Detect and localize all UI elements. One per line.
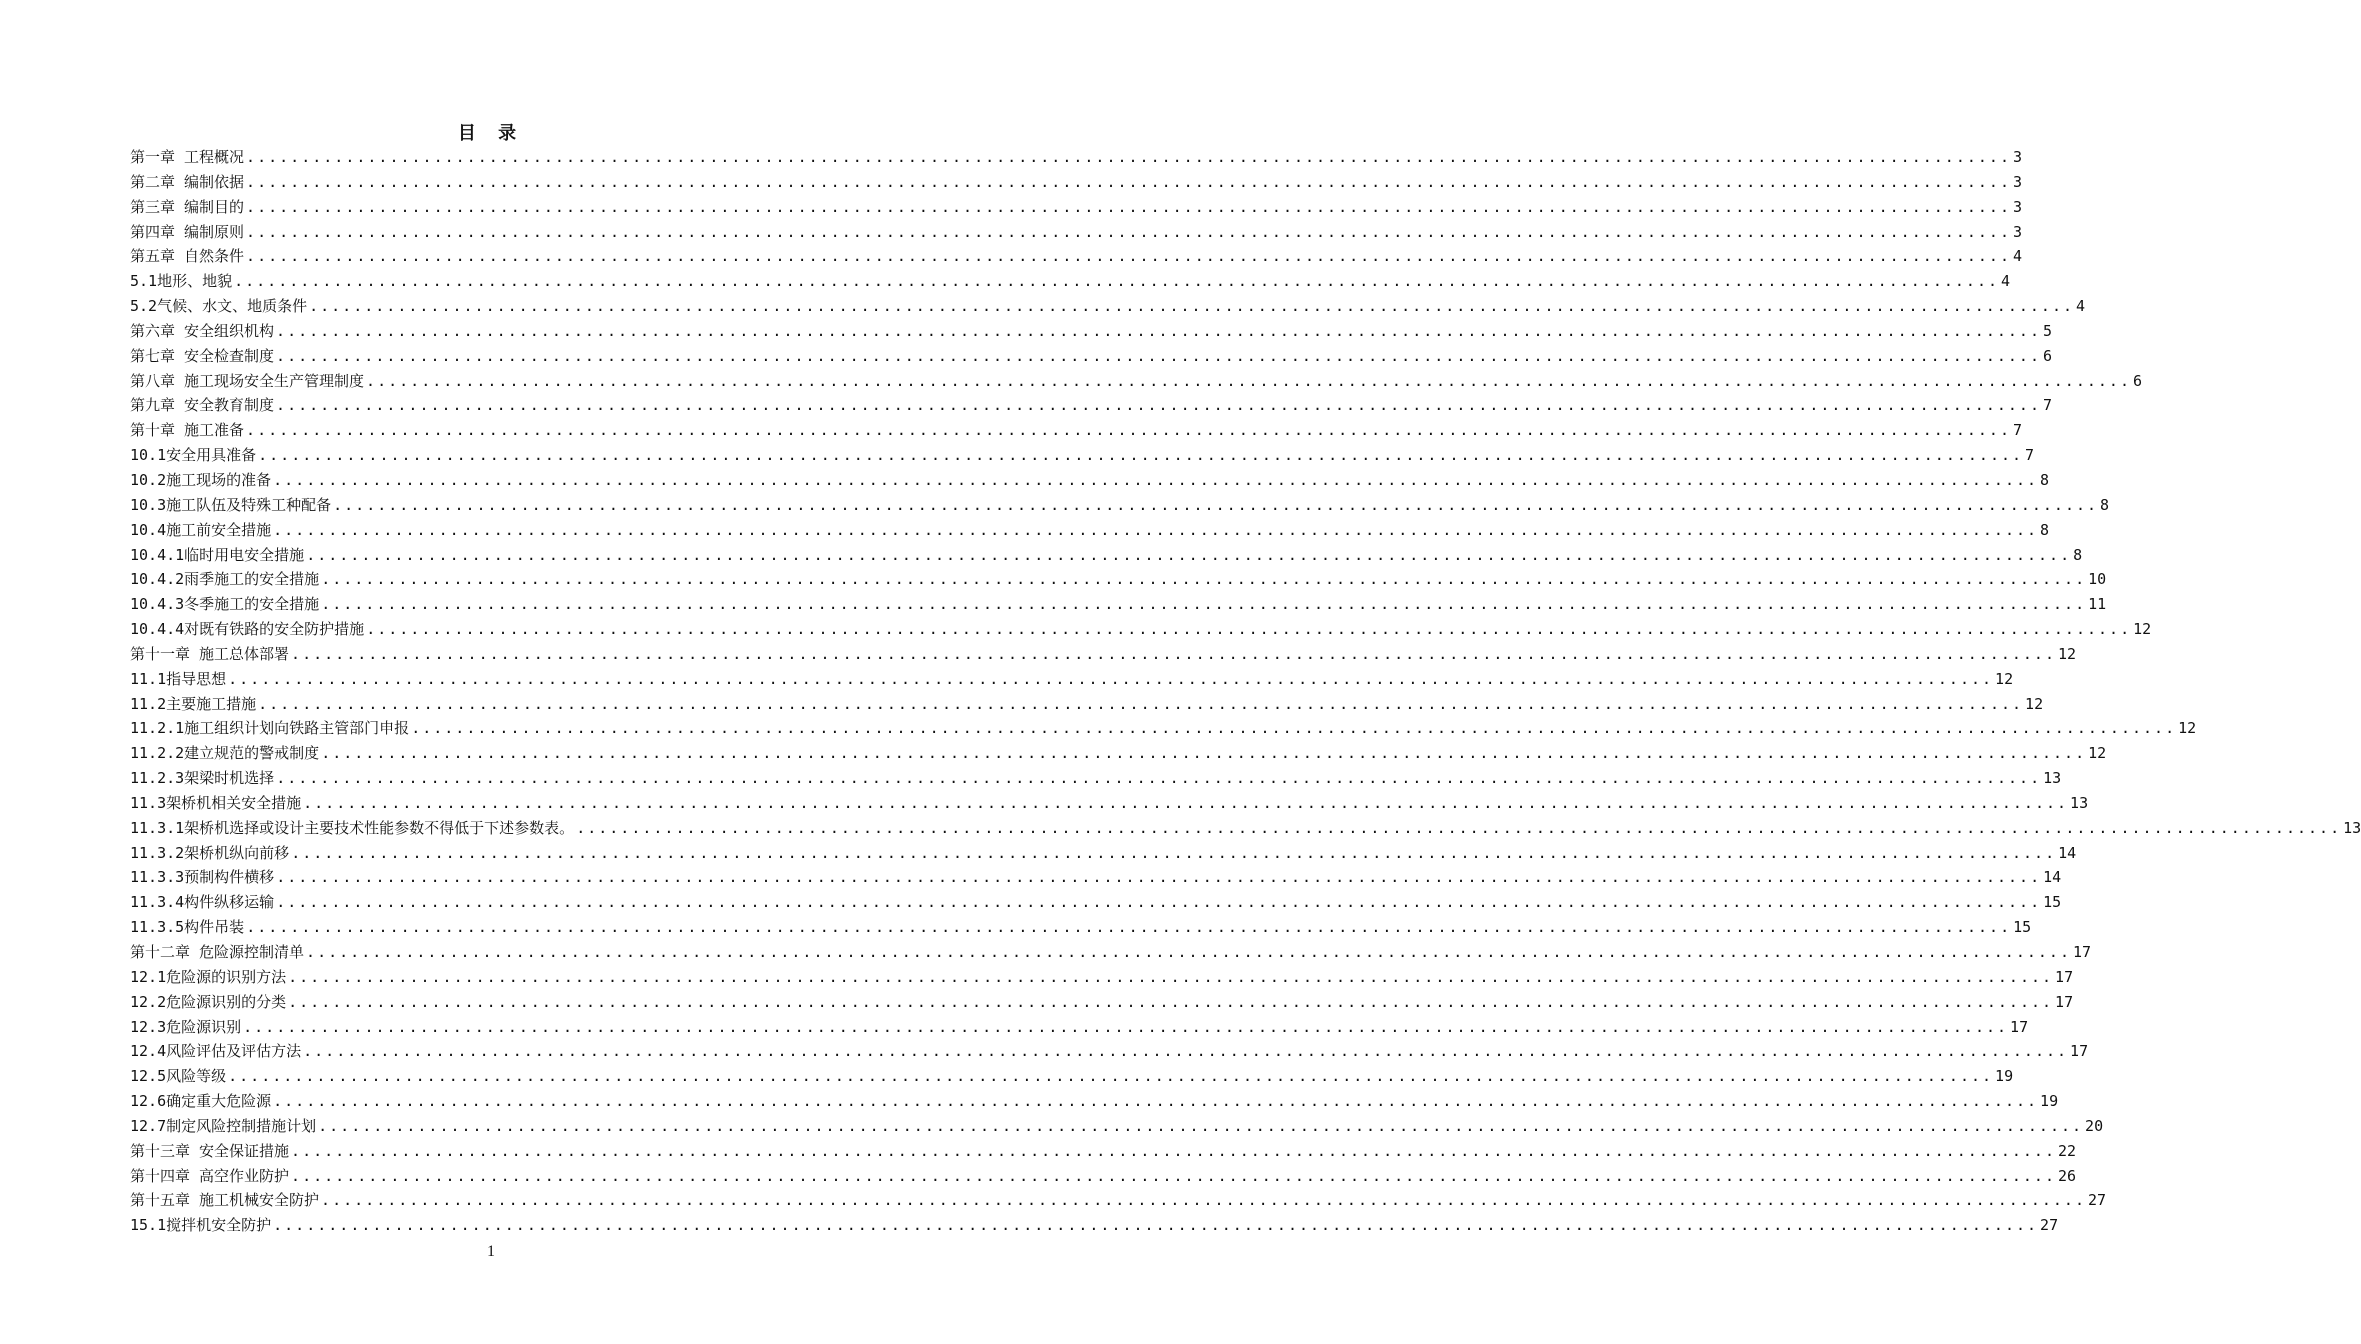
toc-entry[interactable]	[130, 915, 2032, 940]
toc-leader-dots: ................................................................................................................................................................	[246, 247, 2011, 266]
toc-entry-title: 11.2.3架梁时机选择	[130, 769, 275, 788]
toc-leader-dots: ................................................................................................................................................................	[321, 1191, 2086, 1210]
toc-leader-dots: ................................................................................................................................................................	[306, 545, 2072, 564]
toc-entry-page: 17	[2070, 1042, 2089, 1061]
toc-leader-dots: ................................................................................................................................................................	[276, 868, 2042, 887]
toc-entry-page: 13	[2070, 793, 2089, 812]
toc-leader-dots: ................................................................................................................................................................	[291, 1166, 2056, 1185]
toc-leader-dots: ................................................................................................................................................................	[288, 992, 2054, 1011]
toc-entry[interactable]	[130, 294, 2086, 319]
toc-entry-page: 6	[2132, 371, 2142, 390]
toc-leader-dots: ................................................................................................................................................................	[321, 744, 2087, 763]
toc-entry-page: 12	[2025, 694, 2044, 713]
toc-entry-page: 8	[2073, 545, 2083, 564]
toc-entry-title: 5.2气候、水文、地质条件	[130, 297, 308, 316]
toc-entry-title: 11.3.5构件吊装	[130, 918, 245, 937]
toc-entry-page: 11	[2088, 595, 2107, 614]
toc-entry-title: 10.4.2雨季施工的安全措施	[130, 570, 320, 589]
toc-entry[interactable]	[130, 841, 2077, 866]
toc-entry-page: 17	[2072, 943, 2092, 961]
toc-entry-title: 11.2主要施工措施	[130, 694, 257, 713]
toc-entry-page: 7	[2042, 396, 2052, 415]
toc-entry-title: 12.6确定重大危险源	[130, 1092, 272, 1111]
toc-entry-title: 11.3.3预制构件横移	[130, 868, 275, 887]
toc-entry[interactable]	[130, 1114, 2104, 1139]
toc-entry-title: 第十五章 施工机械安全防护	[130, 1191, 320, 1210]
toc-entry[interactable]	[130, 393, 2052, 418]
toc-entry-page: 27	[2087, 1191, 2107, 1210]
toc-leader-dots: ................................................................................................................................................................	[273, 470, 2039, 489]
toc-entry-page: 13	[2043, 769, 2062, 788]
toc-entry-title: 第十四章 高空作业防护	[130, 1166, 290, 1185]
toc-leader-dots: ................................................................................................................................................................	[246, 172, 2011, 191]
toc-entry[interactable]	[130, 244, 2022, 269]
toc-entry-title: 10.4.1临时用电安全措施	[130, 545, 305, 564]
toc-entry-title: 10.1安全用具准备	[130, 446, 257, 465]
toc-leader-dots: ................................................................................................................................................................	[309, 297, 2075, 316]
toc-leader-dots: ................................................................................................................................................................	[291, 1141, 2056, 1160]
toc-entry-page: 8	[2040, 520, 2050, 539]
toc-entry[interactable]	[130, 543, 2083, 568]
toc-entry-title: 第八章 施工现场安全生产管理制度	[130, 371, 365, 390]
toc-entry-title: 10.4.4对既有铁路的安全防护措施	[130, 620, 365, 639]
toc-entry-title: 第三章 编制目的	[130, 197, 245, 216]
toc-entry-page: 4	[2001, 272, 2011, 291]
toc-entry-title: 11.3.4构件纵移运输	[130, 893, 275, 912]
toc-entry[interactable]	[130, 1039, 2089, 1064]
toc-entry[interactable]	[130, 567, 2107, 592]
toc-entry-page: 4	[2012, 247, 2022, 266]
toc-entry[interactable]	[130, 741, 2107, 766]
toc-leader-dots: ................................................................................................................................................................	[321, 595, 2087, 614]
toc-entry-title: 11.3.1架桥机选择或设计主要技术性能参数不得低于下述参数表。	[130, 818, 575, 837]
toc-entry[interactable]	[130, 344, 2052, 369]
page-number: 1	[487, 1243, 495, 1260]
toc-entry[interactable]	[130, 220, 2022, 245]
toc-entry[interactable]	[130, 518, 2050, 543]
toc-entry-title: 15.1搅拌机安全防护	[130, 1216, 272, 1235]
toc-leader-dots: ................................................................................................................................................................	[321, 570, 2087, 589]
toc-leader-dots: ................................................................................................................................................................	[276, 893, 2042, 912]
toc-entry-page: 8	[2100, 495, 2110, 514]
toc-entry-page: 12	[2133, 620, 2152, 639]
toc-entry[interactable]	[130, 418, 2022, 443]
toc-leader-dots: ................................................................................................................................................................	[366, 371, 2131, 390]
toc-entry-page: 26	[2057, 1166, 2077, 1185]
toc-entry-page: 14	[2058, 843, 2077, 862]
toc-leader-dots: ................................................................................................................................................................	[246, 918, 2012, 937]
toc-entry-page: 15	[2043, 893, 2062, 912]
toc-entry-page: 17	[2055, 992, 2074, 1011]
toc-entry-title: 10.4施工前安全措施	[130, 520, 272, 539]
toc-leader-dots: ................................................................................................................................................................	[246, 148, 2011, 166]
toc-entry-page: 3	[2012, 172, 2022, 191]
toc-entry-page: 8	[2040, 470, 2050, 489]
toc-entry[interactable]	[130, 990, 2074, 1015]
toc-leader-dots: ................................................................................................................................................................	[306, 943, 2071, 961]
toc-leader-dots: ................................................................................................................................................................	[291, 843, 2057, 862]
toc-entry-page: 17	[2010, 1017, 2029, 1036]
toc-entry-page: 14	[2043, 868, 2062, 887]
toc-leader-dots: ................................................................................................................................................................	[246, 197, 2011, 216]
toc-leader-dots: ................................................................................................................................................................	[246, 421, 2011, 440]
toc-entry[interactable]	[130, 766, 2062, 791]
toc-leader-dots: ................................................................................................................................................................	[288, 967, 2054, 986]
toc-entry-title: 12.3危险源识别	[130, 1017, 242, 1036]
toc-leader-dots: ................................................................................................................................................................	[318, 1116, 2084, 1135]
toc-entry-title: 10.3施工队伍及特殊工种配备	[130, 495, 332, 514]
toc-entry[interactable]	[130, 1139, 2077, 1164]
toc-entry-title: 第四章 编制原则	[130, 222, 245, 241]
toc-entry[interactable]	[130, 692, 2044, 717]
toc-leader-dots: ................................................................................................................................................................	[228, 1067, 1994, 1086]
toc-leader-dots: ................................................................................................................................................................	[276, 396, 2041, 415]
toc-entry[interactable]	[130, 195, 2022, 220]
toc-leader-dots: ................................................................................................................................................................	[303, 1042, 2069, 1061]
toc-leader-dots: ................................................................................................................................................................	[303, 793, 2069, 812]
toc-leader-dots: ................................................................................................................................................................	[333, 495, 2099, 514]
toc-entry[interactable]	[130, 865, 2062, 890]
toc-entry-title: 第十二章 危险源控制清单	[130, 943, 305, 961]
toc-entry-page: 20	[2085, 1116, 2104, 1135]
toc-leader-dots: ................................................................................................................................................................	[234, 272, 2000, 291]
toc-leader-dots: ................................................................................................................................................................	[258, 694, 2024, 713]
toc-entry[interactable]	[130, 716, 2197, 741]
toc-entry[interactable]	[130, 1089, 2059, 1114]
toc-leader-dots: ................................................................................................................................................................	[258, 446, 2024, 465]
toc-leader-dots: ................................................................................................................................................................	[273, 1092, 2039, 1111]
toc-entry-page: 6	[2042, 346, 2052, 365]
toc-entry-title: 12.4风险评估及评估方法	[130, 1042, 302, 1061]
toc-entry-title: 第六章 安全组织机构	[130, 321, 275, 340]
toc-entry[interactable]	[130, 791, 2089, 816]
toc-entry-page: 3	[2012, 197, 2022, 216]
toc-leader-dots: ................................................................................................................................................................	[228, 669, 1994, 688]
toc-entry[interactable]	[130, 816, 2361, 841]
toc-entry-title: 第十章 施工准备	[130, 421, 245, 440]
toc-leader-dots: ................................................................................................................................................................	[411, 719, 2177, 738]
toc-leader-dots: ................................................................................................................................................................	[366, 620, 2132, 639]
toc-list	[130, 145, 2361, 1238]
toc-entry[interactable]	[130, 1188, 2107, 1213]
toc-entry[interactable]	[130, 269, 2011, 294]
toc-entry-title: 第五章 自然条件	[130, 247, 245, 266]
toc-entry-title: 12.5风险等级	[130, 1067, 227, 1086]
toc-entry-page: 5	[2042, 321, 2052, 340]
toc-entry-title: 11.3.2架桥机纵向前移	[130, 843, 290, 862]
toc-entry[interactable]	[130, 667, 2014, 692]
toc-entry[interactable]	[130, 1164, 2077, 1189]
toc-entry[interactable]	[130, 940, 2092, 965]
toc-entry-title: 12.1危险源的识别方法	[130, 967, 287, 986]
toc-entry[interactable]	[130, 319, 2052, 344]
toc-entry-title: 12.2危险源识别的分类	[130, 992, 287, 1011]
toc-entry-page: 22	[2057, 1141, 2077, 1160]
toc-entry[interactable]	[130, 1213, 2059, 1238]
toc-entry-title: 11.2.1施工组织计划向铁路主管部门申报	[130, 719, 410, 738]
toc-leader-dots: ................................................................................................................................................................	[291, 644, 2056, 663]
toc-entry-page: 7	[2012, 421, 2022, 440]
toc-entry[interactable]	[130, 170, 2022, 195]
toc-entry-page: 27	[2040, 1216, 2059, 1235]
toc-entry[interactable]	[130, 592, 2107, 617]
toc-entry-page: 15	[2013, 918, 2032, 937]
toc-title: 目 录	[457, 123, 525, 144]
toc-entry-page: 19	[1995, 1067, 2014, 1086]
toc-entry-page: 10	[2088, 570, 2107, 589]
toc-leader-dots: ................................................................................................................................................................	[276, 321, 2041, 340]
toc-leader-dots: ................................................................................................................................................................	[246, 222, 2011, 241]
toc-entry[interactable]	[130, 1064, 2014, 1089]
toc-entry-title: 第七章 安全检查制度	[130, 346, 275, 365]
toc-entry-title: 12.7制定风险控制措施计划	[130, 1116, 317, 1135]
toc-entry-page: 12	[2088, 744, 2107, 763]
toc-entry-page: 4	[2076, 297, 2086, 316]
toc-entry-page: 12	[1995, 669, 2014, 688]
toc-leader-dots: ................................................................................................................................................................	[243, 1017, 2009, 1036]
toc-entry-title: 第一章 工程概况	[130, 148, 245, 166]
toc-entry-page: 7	[2025, 446, 2035, 465]
toc-entry[interactable]	[130, 493, 2110, 518]
toc-entry-title: 10.2施工现场的准备	[130, 470, 272, 489]
toc-entry[interactable]	[130, 965, 2074, 990]
toc-entry[interactable]	[130, 443, 2035, 468]
toc-entry-title: 第二章 编制依据	[130, 172, 245, 191]
toc-leader-dots: ................................................................................................................................................................	[276, 346, 2041, 365]
toc-entry[interactable]	[130, 617, 2152, 642]
toc-entry-title: 10.4.3冬季施工的安全措施	[130, 595, 320, 614]
toc-entry-title: 第九章 安全教育制度	[130, 396, 275, 415]
toc-entry-page: 17	[2055, 967, 2074, 986]
toc-entry-title: 11.3架桥机相关安全措施	[130, 793, 302, 812]
toc-entry-page: 3	[2012, 148, 2022, 166]
toc-entry-page: 3	[2012, 222, 2022, 241]
toc-entry[interactable]	[130, 642, 2077, 667]
toc-entry-page: 13	[2343, 818, 2361, 837]
toc-entry-page: 19	[2040, 1092, 2059, 1111]
toc-leader-dots: ................................................................................................................................................................	[273, 1216, 2039, 1235]
toc-entry-page: 12	[2178, 719, 2197, 738]
toc-entry[interactable]	[130, 1015, 2029, 1040]
toc-entry[interactable]	[130, 468, 2050, 493]
toc-entry[interactable]	[130, 369, 2142, 394]
toc-leader-dots: ................................................................................................................................................................	[273, 520, 2039, 539]
toc-entry-page: 12	[2057, 644, 2077, 663]
toc-entry[interactable]	[130, 145, 2022, 170]
toc-entry-title: 11.2.2建立规范的警戒制度	[130, 744, 320, 763]
toc-leader-dots: ................................................................................................................................................................	[276, 769, 2042, 788]
toc-leader-dots: ................................................................................................................................................................	[576, 818, 2342, 837]
toc-entry-title: 第十三章 安全保证措施	[130, 1141, 290, 1160]
toc-entry-title: 第十一章 施工总体部署	[130, 644, 290, 663]
toc-entry-title: 11.1指导思想	[130, 669, 227, 688]
toc-entry[interactable]	[130, 890, 2062, 915]
toc-entry-title: 5.1地形、地貌	[130, 272, 233, 291]
